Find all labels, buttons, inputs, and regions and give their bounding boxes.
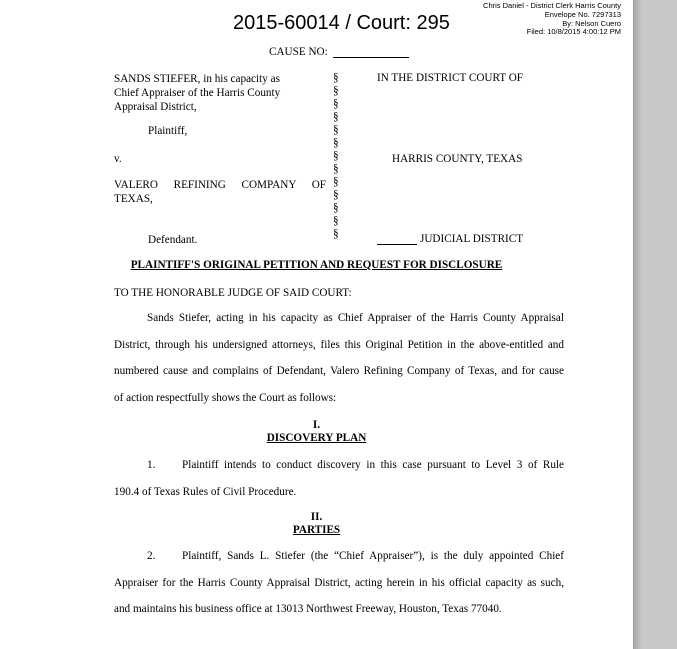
- caption-plaintiff-line2: Chief Appraiser of the Harris County: [114, 87, 281, 100]
- section-symbol: §: [333, 85, 339, 97]
- section-2-heading: PARTIES: [292, 524, 341, 536]
- section-1-numeral: I.: [312, 419, 321, 431]
- cause-no-label: CAUSE NO:: [269, 46, 328, 58]
- defendant-name-line1: VALERO REFINING COMPANY OF: [114, 179, 326, 191]
- para-1-number: 1.: [147, 459, 156, 471]
- section-symbol: §: [333, 150, 339, 162]
- section-symbol-column: [333, 72, 339, 241]
- stamp-envelope: Envelope No. 7297313: [544, 9, 621, 19]
- para-2-line-3: and maintains his business office at 13013 Northwest Freeway, Houston, Texas 77040.: [114, 603, 502, 615]
- section-symbol: §: [333, 111, 339, 123]
- intro-line-4: of action respectfully shows the Court as follows:: [114, 392, 337, 404]
- para-1-line-1: Plaintiff intends to conduct discovery in this case pursuant to Level 3 of Rule: [182, 459, 564, 471]
- section-symbol: §: [333, 176, 339, 188]
- intro-line-3: numbered cause and complains of Defendant, Valero Refining Company of Texas, and for cause: [114, 365, 564, 377]
- county: HARRIS COUNTY, TEXAS: [392, 153, 523, 165]
- section-symbol: §: [333, 215, 339, 227]
- section-symbol: §: [333, 137, 339, 149]
- district-blank: [377, 233, 417, 245]
- intro-line-2: District, through his undersigned attorneys, files this Original Petition in the above-entitled and: [114, 339, 564, 351]
- defendant-role: Defendant.: [148, 234, 198, 246]
- section-2-numeral: II.: [310, 511, 323, 523]
- cause-no-line: [269, 46, 409, 58]
- para-2-number: 2.: [147, 550, 156, 562]
- page-shadow: [634, 0, 642, 649]
- case-number-heading: 2015-60014 / Court: 295: [233, 12, 450, 34]
- defendant-name-line2: TEXAS,: [114, 193, 153, 205]
- document-title: PLAINTIFF'S ORIGINAL PETITION AND REQUEST FOR DISCLOSURE: [130, 259, 503, 271]
- section-symbol: §: [333, 98, 339, 110]
- caption-plaintiff-line3: Appraisal District,: [114, 101, 197, 114]
- section-symbol: §: [333, 124, 339, 136]
- intro-line-1: Sands Stiefer, acting in his capacity as Chief Appraiser of the Harris County Appraisal: [147, 312, 564, 324]
- section-symbol: §: [333, 228, 339, 240]
- plaintiff-role: Plaintiff,: [148, 125, 188, 137]
- filing-stamp: [483, 2, 621, 37]
- para-1-line-2: 190.4 of Texas Rules of Civil Procedure.: [114, 486, 297, 498]
- section-symbol: §: [333, 202, 339, 214]
- court-name: IN THE DISTRICT COURT OF: [377, 72, 524, 84]
- para-2-line-1: Plaintiff, Sands L. Stiefer (the “Chief Appraiser”), is the duly appointed Chief: [182, 550, 564, 562]
- section-1-heading: DISCOVERY PLAN: [266, 432, 367, 444]
- stamp-by: By: Nelson Cuero: [562, 18, 621, 28]
- plaintiff-caption: [114, 72, 280, 115]
- cause-no-blank: [333, 46, 409, 58]
- judicial-district-line: [377, 233, 523, 245]
- judicial-district-label: JUDICIAL DISTRICT: [420, 233, 524, 245]
- caption-plaintiff-line1: SANDS STIEFER, in his capacity as: [114, 73, 280, 85]
- para-2-line-2: Appraiser for the Harris County Appraisal District, acting herein in his official capacity as such,: [114, 577, 564, 589]
- stamp-clerk: Chris Daniel - District Clerk Harris County: [483, 1, 621, 10]
- versus: v.: [114, 153, 122, 165]
- stamp-filed: Filed: 10/8/2015 4:00:12 PM: [526, 27, 621, 37]
- salutation: TO THE HONORABLE JUDGE OF SAID COURT:: [114, 287, 352, 299]
- section-symbol: §: [333, 163, 339, 175]
- section-symbol: §: [333, 189, 339, 201]
- section-symbol: §: [333, 72, 339, 84]
